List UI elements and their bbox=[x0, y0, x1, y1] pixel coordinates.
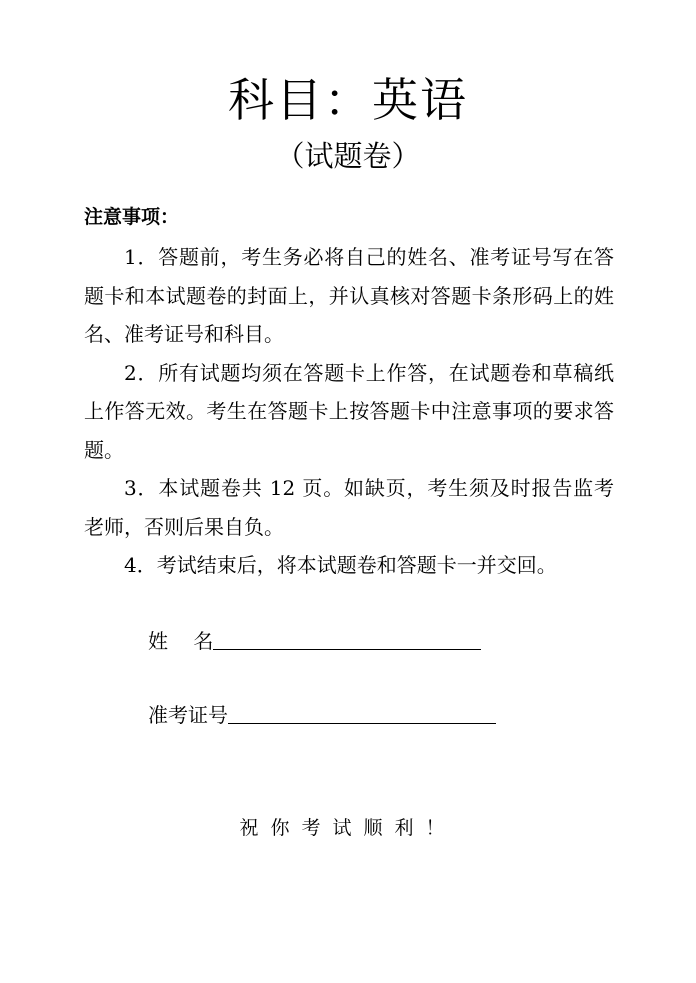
exam-id-label: 准考证号 bbox=[148, 703, 228, 727]
blessing-text: 祝你考试顺利！ bbox=[239, 817, 457, 839]
notice-item-3: 3．本试题卷共 12 页。如缺页，考生须及时报告监考老师，否则后果自负。 bbox=[84, 476, 614, 539]
name-field bbox=[148, 626, 481, 656]
paper-type-subtitle: （试题卷） bbox=[275, 139, 421, 173]
subject-title: 科目：英语 bbox=[228, 73, 468, 127]
notice-list bbox=[84, 238, 614, 585]
notice-heading: 注意事项： bbox=[84, 206, 180, 228]
notice-item-1: 1．答题前，考生务必将自己的姓名、准考证号写在答题卡和本试题卷的封面上，并认真核对答题卡条形码上的姓名、准考证号和科目。 bbox=[84, 245, 614, 346]
name-label: 姓 名 bbox=[148, 629, 214, 653]
name-blank-line[interactable] bbox=[213, 649, 481, 650]
exam-id-blank-line[interactable] bbox=[228, 723, 496, 724]
exam-id-field bbox=[148, 700, 496, 730]
notice-item-2: 2．所有试题均须在答题卡上作答，在试题卷和草稿纸上作答无效。考生在答题卡上按答题卡中注意事项的要求答题。 bbox=[84, 360, 614, 462]
notice-item-4: 4．考试结束后，将本试题卷和答题卡一并交回。 bbox=[124, 553, 557, 577]
